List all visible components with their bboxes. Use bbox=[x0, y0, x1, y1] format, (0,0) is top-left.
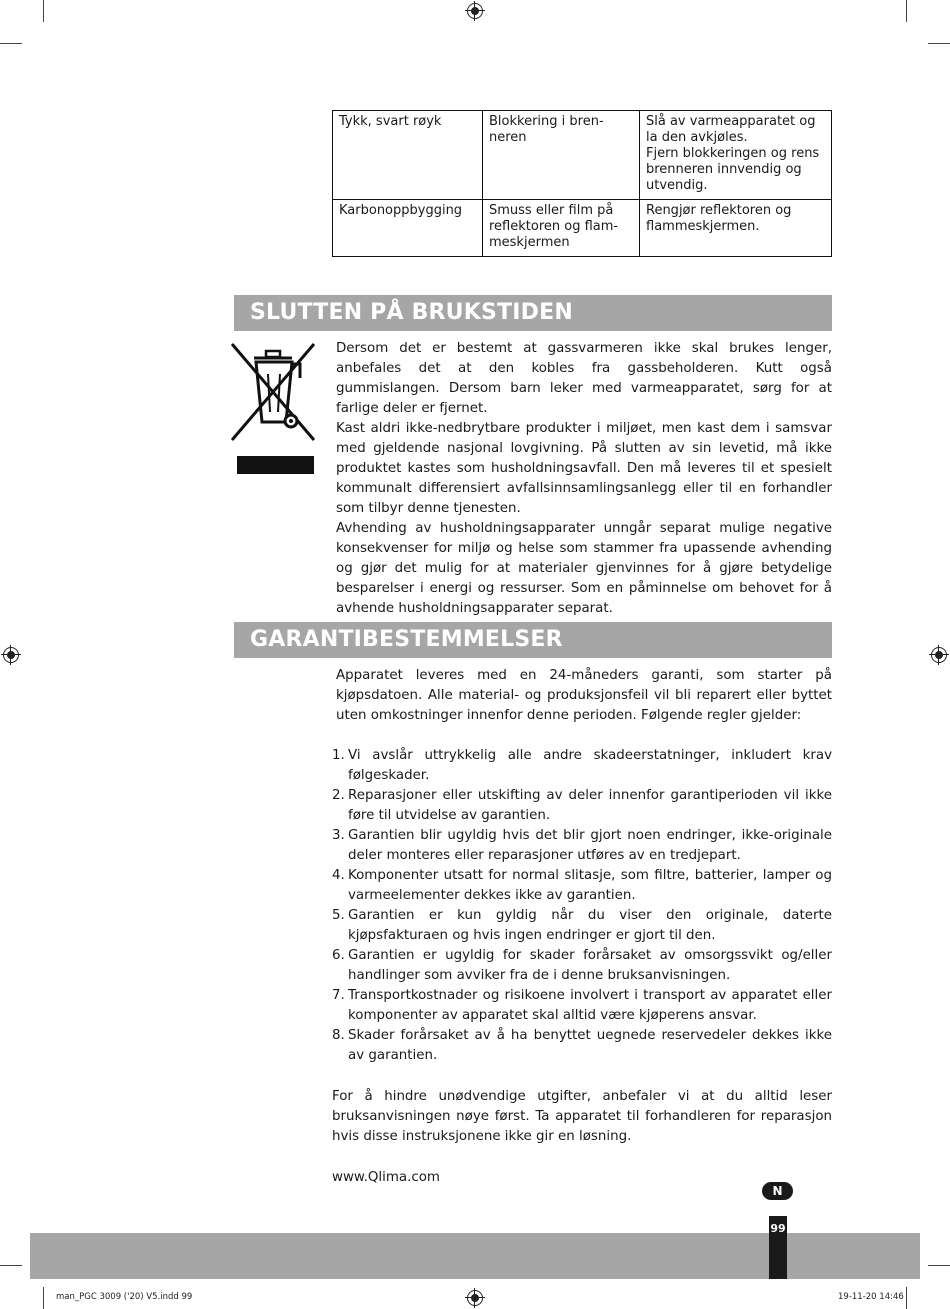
list-item bbox=[332, 786, 832, 826]
language-badge: N bbox=[762, 1182, 793, 1200]
list-item bbox=[332, 866, 832, 906]
list-item bbox=[332, 1026, 832, 1066]
page-number: 99 bbox=[769, 1216, 787, 1279]
warranty-intro: Apparatet leveres med en 24-måneders garanti, som starter på kjøpsdatoen. Alle material- og produksjonsfeil vil bli reparert eller byttet uten omkostninger innenfor denne perioden. Følgende regler gjelder: bbox=[336, 668, 832, 723]
registration-mark-icon bbox=[467, 1290, 483, 1306]
list-text: Vi avslår uttrykkelig alle andre skadeerstatninger, inkludert krav følgeskader. bbox=[348, 748, 832, 783]
troubleshooting-table bbox=[332, 110, 832, 257]
list-text: Transportkostnader og risikoene involvert i transport av apparatet eller komponenter av apparatet skal alltid være kjøperens ansvar. bbox=[348, 988, 832, 1023]
list-item bbox=[332, 986, 832, 1026]
website-link[interactable]: www.Qlima.com bbox=[332, 1170, 440, 1185]
warranty-rules-list bbox=[332, 746, 832, 1066]
print-slug-filename: man_PGC 3009 ('20) V5.indd 99 bbox=[56, 1292, 193, 1302]
disposal-text bbox=[336, 339, 832, 619]
list-text: Reparasjoner eller utskifting av deler innenfor garantiperioden vil ikke føre til utvidelse av garantien. bbox=[348, 788, 832, 823]
list-text: Garantien blir ugyldig hvis det blir gjort noen endringer, ikke-originale deler monteres eller reparasjoner utføres av en tredjepart. bbox=[348, 828, 832, 863]
solution-cell: Slå av varmeapparatet og la den avkjøles. Fjern blokkeringen og rens brenneren innvendig og utvendig. bbox=[640, 111, 832, 200]
print-slug-timestamp: 19-11-20 14:46 bbox=[838, 1292, 904, 1302]
paragraph: Dersom det er bestemt at gassvarmeren ikke skal brukes lenger, anbefales det at den kobles fra gassbeholderen. Kutt også gummislangen. Dersom barn leker med varmeapparatet, sørg for at farlige deler er fjernet. bbox=[336, 341, 832, 416]
registration-mark-icon bbox=[467, 3, 483, 19]
problem-cell: Karbonoppbygging bbox=[333, 200, 483, 257]
list-number: 6. bbox=[332, 948, 345, 963]
list-text: Garantien er kun gyldig når du viser den originale, daterte kjøpsfakturaen og hvis ingen endringer er gjort til den. bbox=[348, 908, 832, 943]
list-number: 3. bbox=[332, 828, 345, 843]
list-text: Garantien er ugyldig for skader forårsaket av omsorgssvikt og/eller handlinger som avviker fra de i denne bruksanvisningen. bbox=[348, 948, 832, 983]
registration-mark-icon bbox=[3, 647, 19, 663]
list-item bbox=[332, 746, 832, 786]
list-text: Komponenter utsatt for normal slitasje, som filtre, batterier, lamper og varmeelementer dekkes ikke av garantien. bbox=[348, 868, 832, 903]
paragraph: Kast aldri ikke-nedbrytbare produkter i miljøet, men kast dem i samsvar med gjeldende nasjonal lovgivning. På slutten av sin levetid, må ikke produktet kastes som husholdningsavfall. Den må leveres til et spesielt kommunalt differensiert avfallsinnsamlingsanlegg eller til en forhandler som tilbyr denne tjenesten. bbox=[336, 421, 832, 516]
registration-mark-icon bbox=[931, 647, 947, 663]
list-number: 7. bbox=[332, 988, 345, 1003]
crop-mark bbox=[906, 1287, 907, 1309]
section-heading-disposal: SLUTTEN PÅ BRUKSTIDEN bbox=[234, 295, 832, 331]
list-item bbox=[332, 946, 832, 986]
crop-mark bbox=[906, 0, 907, 22]
crop-mark bbox=[0, 43, 22, 44]
warranty-closing: For å hindre unødvendige utgifter, anbefaler vi at du alltid leser bruksanvisningen nøye først. Ta apparatet til forhandleren for reparasjon hvis disse instruksjonene ikke gir en løsning. bbox=[332, 1089, 832, 1144]
list-item bbox=[332, 906, 832, 946]
list-number: 4. bbox=[332, 868, 345, 883]
cause-cell: Blokkering i bren- neren bbox=[483, 111, 640, 200]
list-number: 2. bbox=[332, 788, 345, 803]
list-number: 1. bbox=[332, 748, 345, 763]
crop-mark bbox=[43, 1287, 44, 1309]
table-row bbox=[333, 200, 832, 257]
crop-mark bbox=[43, 0, 44, 22]
crop-mark bbox=[0, 1265, 22, 1266]
list-item bbox=[332, 826, 832, 866]
crop-mark bbox=[928, 43, 950, 44]
table-row bbox=[333, 111, 832, 200]
list-number: 8. bbox=[332, 1028, 345, 1043]
paragraph: Avhending av husholdningsapparater unngår separat mulige negative konsekvenser for miljø og helse som stammer fra upassende avhending og gjør det mulig for at materialer gjenvinnes for å gjøre betydelige besparelser i energi og ressurser. Som en påminnelse om behovet for å avhende husholdningsapparater separat. bbox=[336, 521, 832, 616]
list-number: 5. bbox=[332, 908, 345, 923]
cause-cell: Smuss eller film på reflektoren og flam- meskjermen bbox=[483, 200, 640, 257]
problem-cell: Tykk, svart røyk bbox=[333, 111, 483, 200]
crossed-out-wheelie-bin-icon bbox=[228, 342, 318, 478]
list-text: Skader forårsaket av å ha benyttet uegnede reservedeler dekkes ikke av garantien. bbox=[348, 1028, 832, 1063]
crop-mark bbox=[928, 1265, 950, 1266]
section-heading-warranty: GARANTIBESTEMMELSER bbox=[234, 622, 832, 658]
solution-cell: Rengjør reflektoren og flammeskjermen. bbox=[640, 200, 832, 257]
